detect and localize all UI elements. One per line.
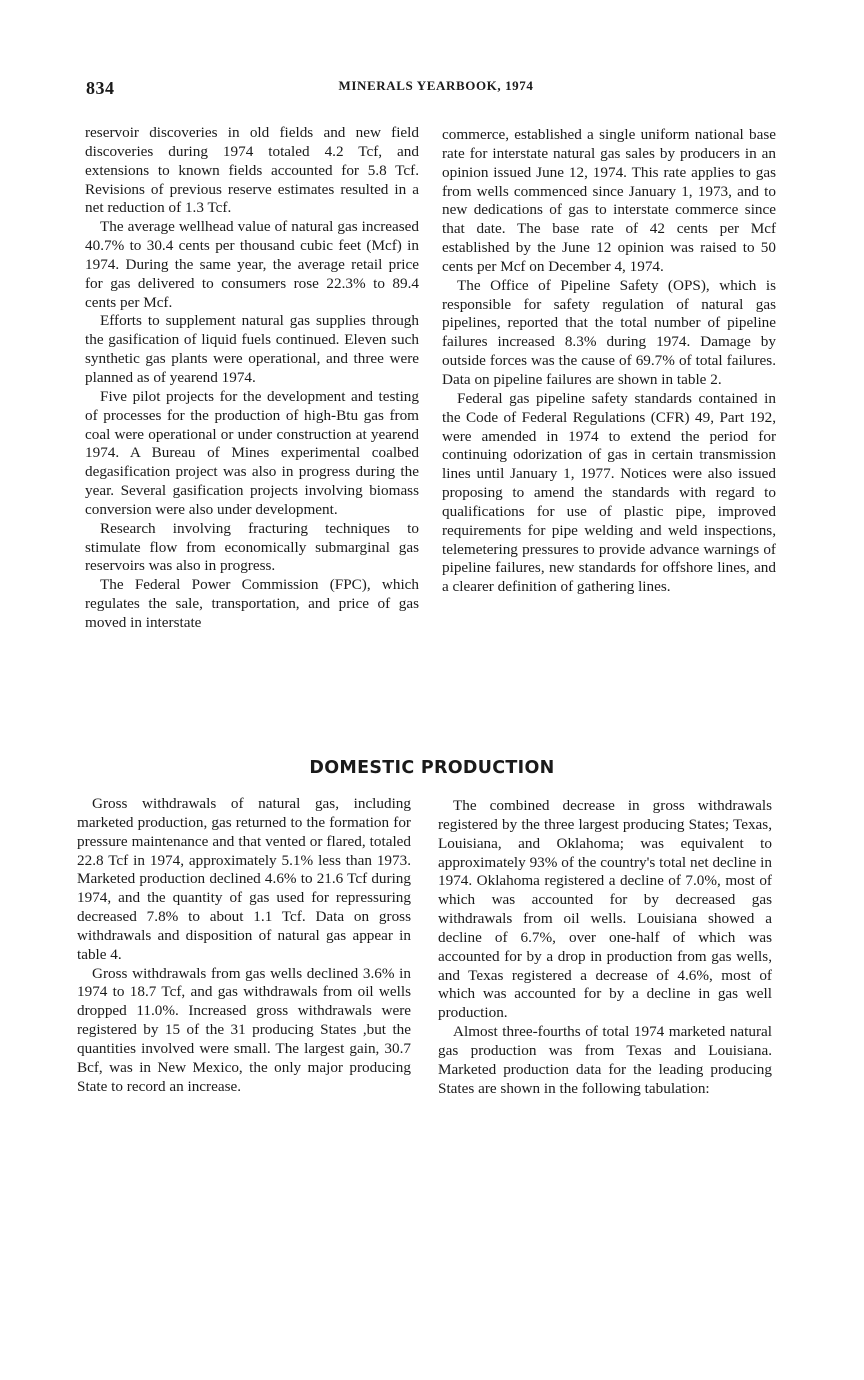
paragraph: The Federal Power Commission (FPC), which regulates the sale, transportation, and price of gas moved in interstate [85,576,419,631]
bottom-left-column [77,795,411,1097]
top-left-column [85,124,419,633]
top-right-column [442,126,776,597]
paragraph: Efforts to supplement natural gas supplies through the gasification of liquid fuels continued. Eleven such synthetic gas plants were operational, and three were planned as of yearend 1974. [85,312,419,386]
paragraph: reservoir discoveries in old fields and new field discoveries during 1974 totaled 4.2 Tcf, and extensions to known fields accounted for 5.8 Tcf. Revisions of previous reserve estimates resulted in a net reduction of 1.3 Tcf. [85,124,419,217]
running-head: MINERALS YEARBOOK, 1974 [338,78,534,93]
paragraph: Federal gas pipeline safety standards contained in the Code of Federal Regulations (CFR) 49, Part 192, were amended in 1974 to extend the period for continuing odorization of gas in certain transmission lines until January 1, 1977. Notices were also issued proposing to amend the standards with regard to qualifications for use of plastic pipe, improved requirements for pipe welding and weld inspections, telemetering pressures to provide advance warnings of pipeline failures, new standards for offshore lines, and a clearer definition of gathering lines. [442,389,776,596]
paragraph: The average wellhead value of natural gas increased 40.7% to 30.4 cents per thousand cubic feet (Mcf) in 1974. During the same year, the average retail price for gas delivered to consumers rose 22.3% to 89.4 cents per Mcf. [85,218,419,311]
paragraph: The Office of Pipeline Safety (OPS), which is responsible for safety regulation of natural gas pipelines, reported that the total number of pipeline failures increased 8.3% during 1974. Damage by outside forces was the cause of 69.7% of total failures. Data on pipeline failures are shown in table 2. [442,276,776,388]
paragraph: Five pilot projects for the development and testing of processes for the production of high-Btu gas from coal were operational or under construction at yearend 1974. A Bureau of Mines experimental coalbed degasification project was also in progress during the year. Several gasification projects involving biomass conversion were also under development. [85,387,419,518]
paragraph: Almost three-fourths of total 1974 marketed natural gas production was from Texas and Louisiana. Marketed production data for the leading producing States are shown in the following tabulation: [438,1023,772,1097]
bottom-right-column [438,797,772,1099]
paragraph: Gross withdrawals from gas wells declined 3.6% in 1974 to 18.7 Tcf, and gas withdrawals from oil wells dropped 11.0%. Increased gross withdrawals were registered by 15 of the 31 producing States ,but the quantities involved were small. The largest gain, 30.7 Bcf, was in New Mexico, the only major producing State to record an increase. [77,964,411,1095]
paragraph: Research involving fracturing techniques to stimulate flow from economically submarginal gas reservoirs was also in progress. [85,519,419,575]
section-heading: DOMESTIC PRODUCTION [309,758,555,778]
paragraph: commerce, established a single uniform national base rate for interstate natural gas sales by producers in an opinion issued June 12, 1974. This rate applies to gas from wells commenced since January 1, 1973, and to new dedications of gas to interstate commerce since that date. The base rate of 42 cents per Mcf established by the June 12 opinion was raised to 50 cents per Mcf on December 4, 1974. [442,126,776,275]
paragraph: The combined decrease in gross withdrawals registered by the three largest producing States; Texas, Louisiana, and Oklahoma; was equivalent to approximately 93% of the country's total net decline in 1974. Oklahoma registered a decline of 7.0%, most of which was accounted for by decreased gas withdrawals from oil wells. Louisiana showed a decline of 6.7%, over one-half of which was accounted for by a drop in production from gas wells, and Texas registered a decrease of 4.6%, most of which was accounted for by a decline in gas well production. [438,797,772,1022]
paragraph: Gross withdrawals of natural gas, including marketed production, gas returned to the formation for pressure maintenance and that vented or flared, totaled 22.8 Tcf in 1974, approximately 5.1% less than 1973. Marketed production declined 4.6% to 21.6 Tcf during 1974, and the quantity of gas used for repressuring decreased 7.8% to about 1.1 Tcf. Data on gross withdrawals and disposition of natural gas appear in table 4. [77,795,411,963]
page-number: 834 [86,78,115,98]
